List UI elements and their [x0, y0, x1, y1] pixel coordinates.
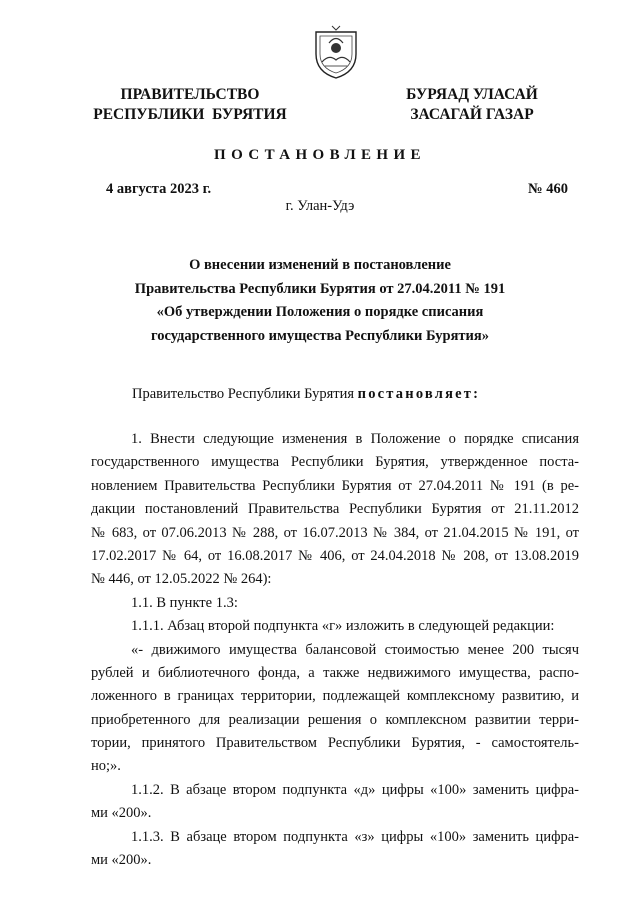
intro-emphasis: постановляет:: [357, 386, 481, 402]
body-line: ложенного в границах территории, подлежащей комплексному развитию, и: [91, 688, 579, 705]
header-left-line-1: ПРАВИТЕЛЬСТВО: [120, 86, 260, 103]
body-line: тории, принятого Правительством Республики Бурятия, - самостоятель-: [91, 735, 579, 752]
document-body: [91, 428, 579, 872]
body-line: 17.02.2017 № 64, от 16.08.2017 № 406, от 24.04.2018 № 208, от 13.08.2019: [91, 547, 579, 564]
document-city: г. Улан-Удэ: [285, 198, 355, 214]
header-right: [402, 85, 542, 125]
resolution-intro: [132, 386, 480, 403]
coat-of-arms-emblem: [312, 24, 360, 80]
header-left: [92, 85, 288, 125]
body-line: ми «200».: [91, 852, 152, 869]
document-type-title: ПОСТАНОВЛЕНИЕ: [214, 147, 426, 163]
subject-line: «Об утверждении Положения о порядке списания: [156, 304, 484, 320]
body-line: ми «200».: [91, 805, 152, 822]
body-line: «- движимого имущества балансовой стоимостью менее 200 тысяч: [131, 641, 579, 658]
header-right-line-1: БУРЯАД УЛАСАЙ: [406, 86, 538, 103]
body-line: 1.1. В пункте 1.3:: [131, 594, 238, 611]
subject-line: государственного имущества Республики Бурятия»: [151, 327, 489, 344]
document-date: 4 августа 2023 г.: [106, 181, 212, 197]
document-subject: [90, 254, 550, 348]
body-line: 1. Внести следующие изменения в Положение о порядке списания: [131, 431, 579, 447]
body-line: № 683, от 07.06.2013 № 288, от 16.07.2013 № 384, от 21.04.2015 № 191, от: [91, 524, 579, 541]
body-line: 1.1.2. В абзаце втором подпункта «д» цифры «100» заменить цифра-: [131, 781, 579, 798]
body-line: новлением Правительства Республики Бурятия от 27.04.2011 № 191 (в ре-: [91, 477, 579, 494]
header-right-line-2: ЗАСАГАЙ ГАЗАР: [410, 106, 534, 123]
body-line: приобретенного для реализации решения о комплексном развитии терри-: [91, 711, 579, 728]
body-line: рублей и библиотечного фонда, а также недвижимого имущества, распо-: [91, 664, 579, 681]
body-line: № 446, от 12.05.2022 № 264):: [91, 571, 272, 588]
body-line: государственного имущества Республики Бурятия, утвержденное поста-: [91, 454, 579, 471]
body-line: но;».: [91, 758, 121, 775]
body-line: 1.1.3. В абзаце втором подпункта «з» цифры «100» заменить цифра-: [131, 828, 579, 845]
subject-line: О внесении изменений в постановление: [189, 257, 451, 273]
subject-line: Правительства Республики Бурятия от 27.04.2011 № 191: [134, 280, 506, 297]
document-number: № 460: [528, 181, 568, 197]
body-line: 1.1.1. Абзац второй подпункта «г» изложить в следующей редакции:: [131, 618, 555, 635]
body-line: дакции постановлений Правительства Республики Бурятия от 21.11.2012: [91, 501, 579, 518]
intro-text: Правительство Республики Бурятия: [132, 386, 358, 402]
header-left-line-2: РЕСПУБЛИКИ БУРЯТИЯ: [93, 106, 287, 123]
